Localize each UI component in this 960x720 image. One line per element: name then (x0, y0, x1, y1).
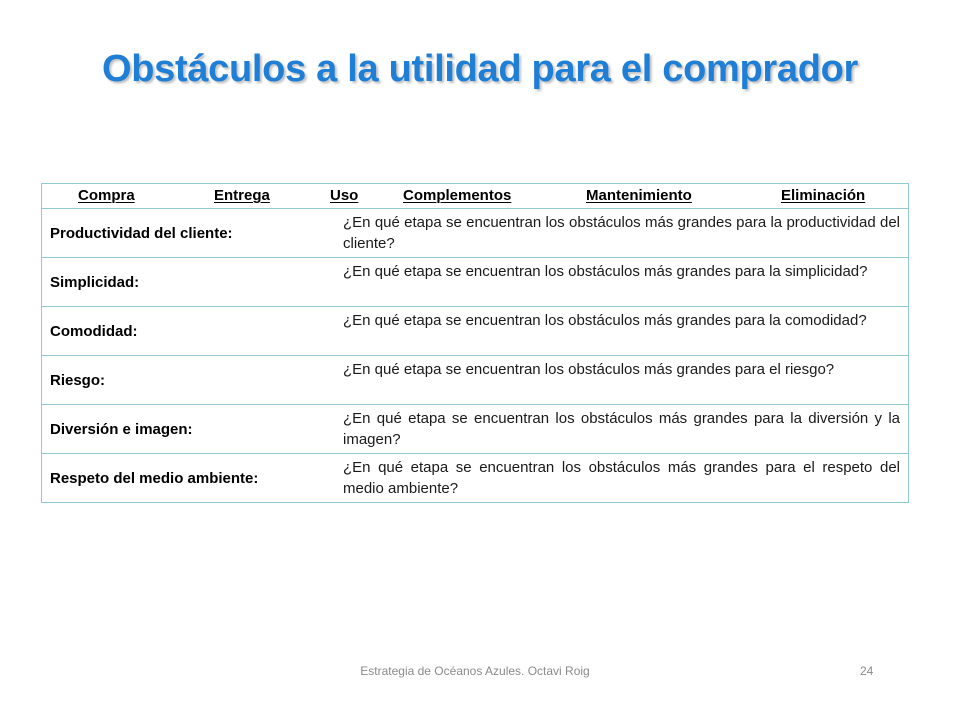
table-row (42, 307, 908, 356)
row-question-simplicidad: ¿En qué etapa se encuentran los obstáculos más grandes para la simplicidad? (343, 263, 868, 280)
stages-header-row (42, 184, 908, 209)
row-label-productividad: Productividad del cliente: (50, 224, 233, 242)
stage-header-complementos: Complementos (403, 187, 512, 204)
footer-text: Estrategia de Océanos Azules. Octavi Roig (360, 664, 590, 678)
table-row (42, 356, 908, 405)
stage-header-uso: Uso (330, 187, 359, 204)
row-label-riesgo: Riesgo: (50, 371, 106, 389)
row-label-medio-ambiente: Respeto del medio ambiente: (50, 469, 259, 487)
stage-header-mantenimiento: Mantenimiento (586, 187, 692, 204)
row-question-riesgo: ¿En qué etapa se encuentran los obstáculos más grandes para el riesgo? (343, 361, 835, 378)
stage-header-compra: Compra (78, 187, 135, 204)
row-question-medio-ambiente: ¿En qué etapa se encuentran los obstáculos más grandes para el respeto del medio ambiente? (343, 459, 900, 497)
row-question-comodidad: ¿En qué etapa se encuentran los obstáculos más grandes para la comodidad? (343, 312, 867, 329)
row-question-productividad: ¿En qué etapa se encuentran los obstáculos más grandes para la productividad del cliente? (343, 214, 900, 252)
row-question-diversion: ¿En qué etapa se encuentran los obstáculos más grandes para la diversión y la imagen? (343, 410, 900, 448)
table-row (42, 454, 908, 503)
stage-header-eliminacion: Eliminación (781, 187, 866, 204)
table-row (42, 405, 908, 454)
table-row (42, 209, 908, 258)
table-row (42, 258, 908, 307)
page-number: 24 (860, 664, 874, 678)
buyer-utility-table (41, 183, 909, 503)
row-label-comodidad: Comodidad: (50, 322, 138, 340)
slide-title: Obstáculos a la utilidad para el comprador (101, 48, 859, 90)
row-label-simplicidad: Simplicidad: (50, 273, 140, 291)
row-label-diversion: Diversión e imagen: (50, 420, 193, 438)
stage-header-entrega: Entrega (214, 187, 270, 204)
